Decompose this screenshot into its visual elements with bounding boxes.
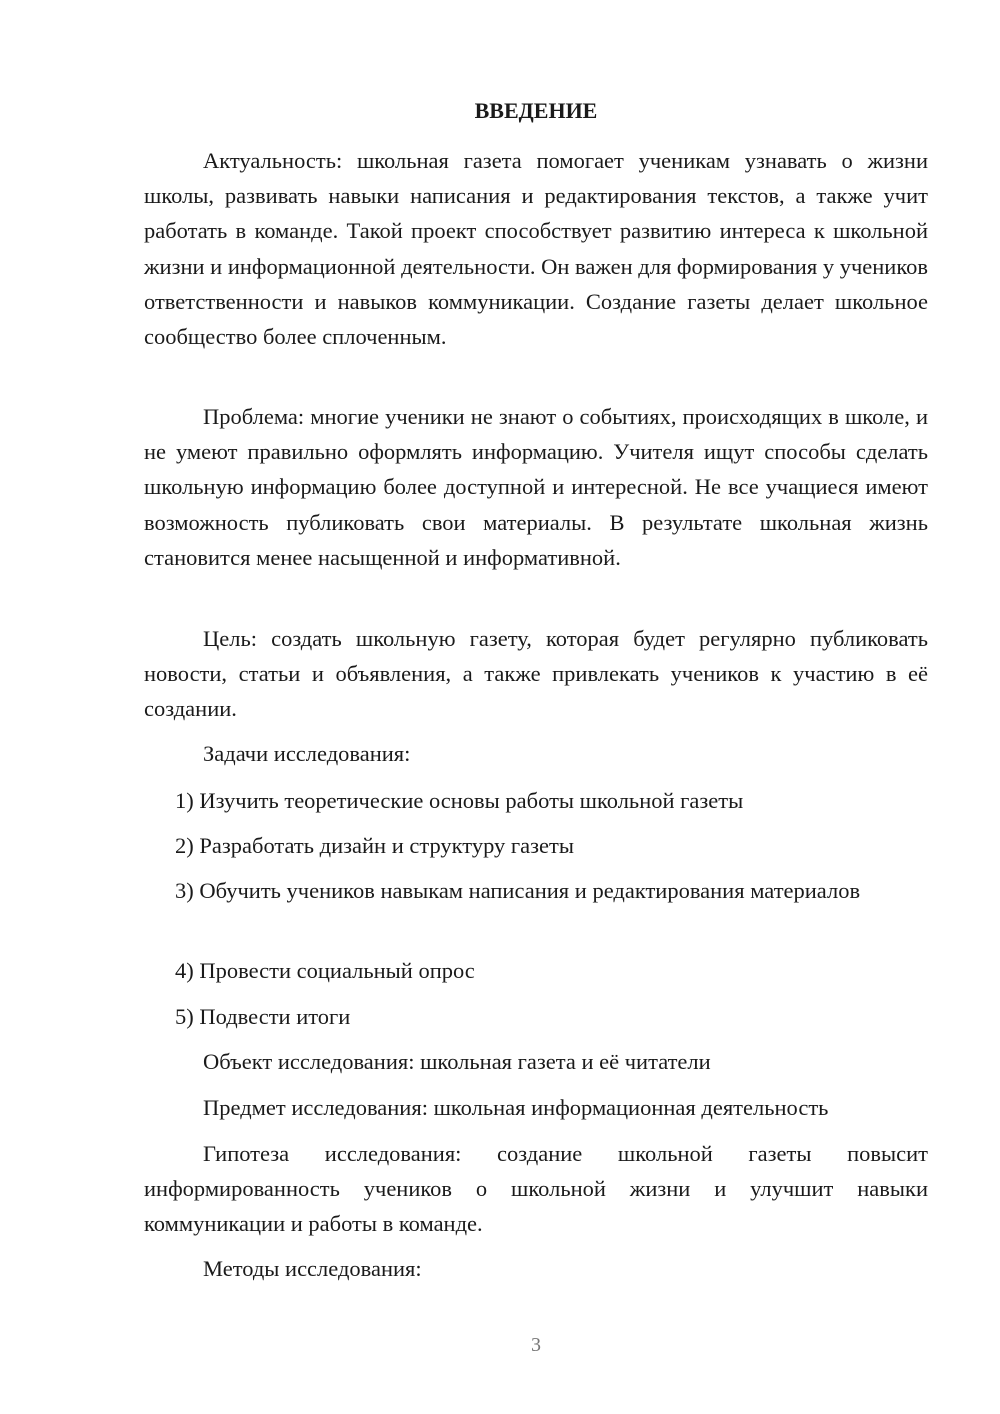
tasks-intro: Задачи исследования: — [203, 741, 411, 766]
task-item-3: 3) Обучить учеников навыкам написания и редактирования материалов — [175, 878, 861, 903]
goal-paragraph: Цель: создать школьную газету, которая будет регулярно публиковать новости, статьи и объявления, а также привлекать учеников к участию в её создании. — [144, 626, 928, 722]
methods-paragraph: Методы исследования: — [203, 1256, 422, 1281]
page-number: 3 — [531, 1334, 541, 1356]
problem-paragraph: Проблема: многие ученики не знают о событиях, происходящих в школе, и не умеют правильно оформлять информацию. Учителя ищут способы сделать школьную информацию более доступной и интересной. Не все учащиеся имеют возможность публиковать свои материалы. В результате школьная жизнь становится менее насыщенной и информативной. — [144, 404, 928, 570]
subject-paragraph: Предмет исследования: школьная информационная деятельность — [203, 1095, 829, 1120]
task-item-2: 2) Разработать дизайн и структуру газеты — [175, 833, 574, 858]
task-item-1: 1) Изучить теоретические основы работы школьной газеты — [175, 788, 744, 813]
task-item-5: 5) Подвести итоги — [175, 1004, 351, 1029]
hypothesis-paragraph: Гипотеза исследования: создание школьной газеты повысит информированность учеников о школьной жизни и улучшит навыки коммуникации и работы в команде. — [144, 1141, 928, 1237]
section-heading: ВВЕДЕНИЕ — [474, 98, 598, 123]
task-item-4: 4) Провести социальный опрос — [175, 958, 475, 983]
object-paragraph: Объект исследования: школьная газета и её читатели — [203, 1049, 711, 1074]
relevance-paragraph: Актуальность: школьная газета помогает ученикам узнавать о жизни школы, развивать навыки написания и редактирования текстов, а также учит работать в команде. Такой проект способствует развитию интереса к школьной жизни и информационной деятельности. Он важен для формирования у учеников ответственности и навыков коммуникации. Создание газеты делает школьное сообщество более сплоченным. — [144, 148, 928, 350]
